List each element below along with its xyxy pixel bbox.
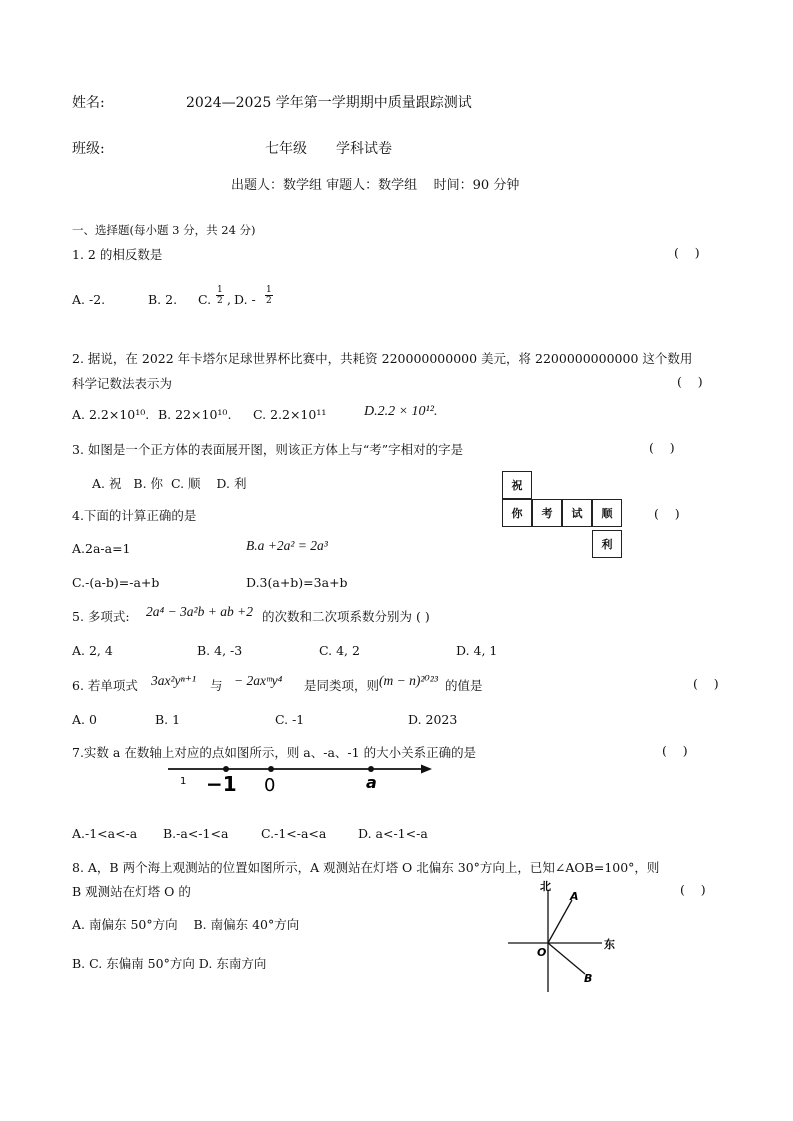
name-label: 姓名: xyxy=(72,95,105,111)
compass-north-label: 北 xyxy=(540,880,551,893)
q8-options-row2: B. C. 东偏南 50°方向 D. 东南方向 xyxy=(72,956,267,971)
q7-stem: 7.实数 a 在数轴上对应的点如图所示，则 a、-a、-1 的大小关系正确的是 xyxy=(72,745,477,760)
cube-net-cell-shi: 试 xyxy=(562,499,592,527)
q8-stem-line2: B 观测站在灯塔 O 的 xyxy=(72,884,191,899)
grade-label: 七年级 xyxy=(265,141,307,157)
q6-suffix-1: 是同类项，则 xyxy=(304,678,380,693)
compass-bearing-diagram xyxy=(500,876,625,996)
number-line-label-0: 0 xyxy=(264,775,276,796)
q7-option-d: D. a<-1<-a xyxy=(358,826,428,841)
q6-expression-3: (m − n)²⁰²³ xyxy=(379,673,438,688)
q1-option-b: B. 2. xyxy=(148,292,178,307)
q7-option-a: A.-1<a<-a xyxy=(72,826,138,841)
q5-option-d: D. 4, 1 xyxy=(456,643,498,658)
q6-option-d: D. 2023 xyxy=(408,712,458,727)
q1-option-a: A. -2. xyxy=(72,292,106,307)
q2-option-c: C. 2.2×10¹¹ xyxy=(253,407,327,422)
q1-fraction-d: 1 2 xyxy=(266,285,272,306)
q1-stem: 1. 2 的相反数是 xyxy=(72,247,163,262)
q4-option-d: D.3(a+b)=3a+b xyxy=(246,575,348,590)
q1-option-c: C. xyxy=(198,292,212,307)
q5-option-c: C. 4, 2 xyxy=(319,643,360,658)
q4-option-c: C.-(a-b)=-a+b xyxy=(72,575,160,590)
q5-suffix: 的次数和二次项系数分别为 ( ) xyxy=(262,609,430,624)
q6-suffix-2: 的值是 xyxy=(445,678,483,693)
q6-mid: 与 xyxy=(210,678,223,693)
cube-net-cell-ni: 你 xyxy=(502,499,532,527)
cube-net-cell-kao: 考 xyxy=(532,499,562,527)
cube-net-cell-li: 利 xyxy=(592,530,622,558)
q2-option-d: D.2.2 × 10¹². xyxy=(364,404,438,419)
number-line-label-neg1: −1 xyxy=(206,772,237,796)
subject-label: 学科试卷 xyxy=(336,141,392,157)
q8-answer-paren: ( ) xyxy=(680,882,706,897)
section-title: 一、选择题(每小题 3 分，共 24 分) xyxy=(72,223,256,237)
q6-option-a: A. 0 xyxy=(72,712,97,727)
q1-fraction-c: 1 2 xyxy=(217,285,223,306)
q8-options-row1: A. 南偏东 50°方向 B. 南偏东 40°方向 xyxy=(72,917,300,932)
compass-b-label: B xyxy=(584,972,593,985)
q1-answer-paren: ( ) xyxy=(674,245,700,260)
q2-option-a: A. 2.2×10¹⁰. xyxy=(72,407,150,422)
q6-prefix: 6. 若单项式 xyxy=(72,678,138,693)
q6-option-b: B. 1 xyxy=(155,712,181,727)
q2-answer-paren: ( ) xyxy=(677,374,703,389)
q7-option-b: B.-a<-1<a xyxy=(163,826,229,841)
number-line-label-a: a xyxy=(366,773,377,792)
q3-stem: 3. 如图是一个正方体的表面展开图，则该正方体上与“考”字相对的字是 xyxy=(72,442,464,457)
cube-net-cell-shun: 顺 xyxy=(592,499,622,527)
q2-stem-line1: 2. 据说，在 2022 年卡塔尔足球世界杯比赛中，共耗资 220000000000 美元，将 2200000000000 这个数用 xyxy=(72,351,693,366)
q6-expression-2: − 2axᵐy⁴ xyxy=(234,673,283,688)
q2-option-b: B. 22×10¹⁰. xyxy=(158,407,232,422)
number-line-label-1: 1 xyxy=(180,776,187,787)
q8-stem-line1: 8. A，B 两个海上观测站的位置如图所示，A 观测站在灯塔 O 北偏东 30°方向上，已知∠AOB=100°，则 xyxy=(72,860,660,875)
exam-title: 2024—2025 学年第一学期期中质量跟踪测试 xyxy=(186,95,472,111)
compass-east-label: 东 xyxy=(604,938,615,951)
q1-option-d: D. - xyxy=(234,292,256,307)
q7-option-c: C.-1<-a<a xyxy=(261,826,327,841)
q7-answer-paren: ( ) xyxy=(662,743,688,758)
q3-options: A. 祝 B. 你 C. 顺 D. 利 xyxy=(92,476,247,491)
q4-stem: 4.下面的计算正确的是 xyxy=(72,508,197,523)
q6-option-c: C. -1 xyxy=(275,712,305,727)
compass-a-label: A xyxy=(570,890,579,903)
class-label: 班级: xyxy=(72,141,105,157)
q6-expression-1: 3ax²yⁿ⁺¹ xyxy=(151,673,196,688)
q3-answer-paren: ( ) xyxy=(649,440,675,455)
q2-stem-line2: 科学记数法表示为 xyxy=(72,376,173,391)
q5-option-a: A. 2, 4 xyxy=(72,643,113,658)
exam-meta: 出题人：数学组 审题人：数学组 时间：90 分钟 xyxy=(231,178,520,193)
cube-net-cell-zhu: 祝 xyxy=(502,471,532,499)
q4-option-b: B.a +2a² = 2a³ xyxy=(246,538,328,553)
number-line-diagram xyxy=(160,760,440,796)
q4-option-a: A.2a-a=1 xyxy=(72,541,131,556)
q4-answer-paren: ( ) xyxy=(654,506,680,521)
q5-prefix: 5. 多项式: xyxy=(72,609,130,624)
compass-o-label: O xyxy=(537,946,547,959)
q6-answer-paren: ( ) xyxy=(693,676,719,691)
q5-option-b: B. 4, -3 xyxy=(197,643,243,658)
q5-expression: 2a⁴ − 3a²b + ab +2 xyxy=(146,604,253,619)
